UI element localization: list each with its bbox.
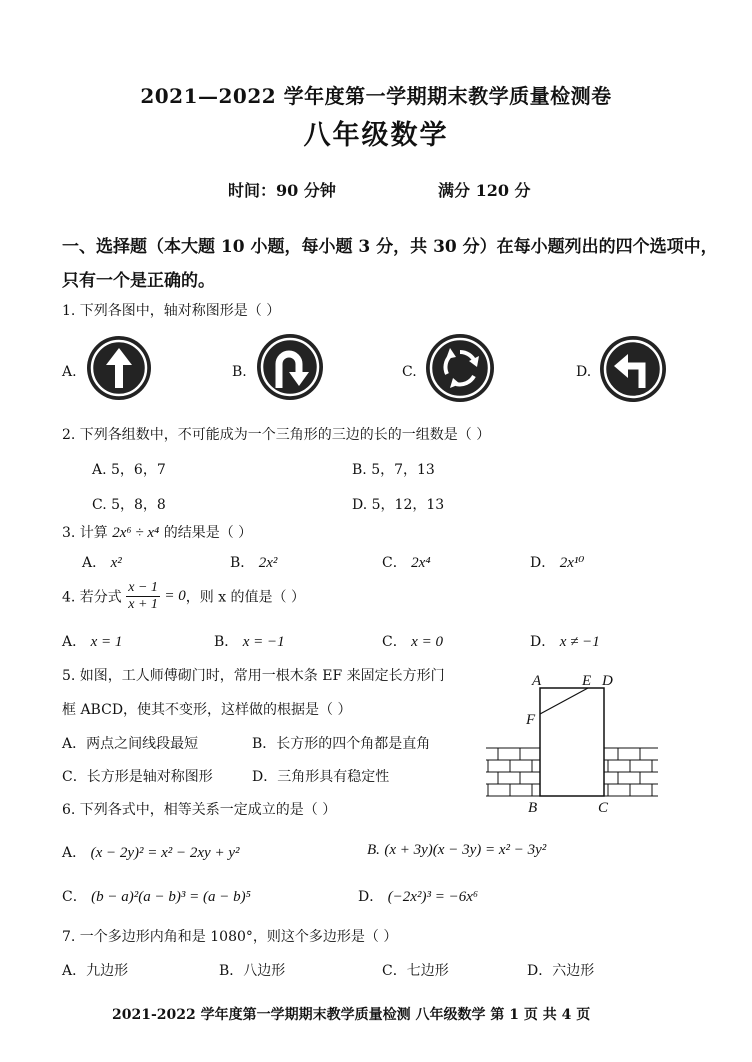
exam-score: 满分 120 分	[438, 181, 531, 200]
q4-option-a: A． x = 1	[62, 634, 123, 650]
q3-option-a: A． x²	[82, 555, 122, 571]
straight-arrow-sign-icon	[87, 336, 151, 400]
q1-label-c: C.	[402, 364, 417, 380]
q5-stem-line1: 5. 如图，工人师傅砌门时，常用一根木条 EF 来固定长方形门	[62, 668, 445, 684]
exam-title: 2021—2022 学年度第一学期期末教学质量检测卷	[140, 84, 612, 108]
section-heading-line2: 只有一个是正确的。	[62, 271, 215, 291]
q5-stem-line2: 框 ABCD，使其不变形，这样做的根据是（ ）	[62, 702, 352, 718]
point-a-label: A	[532, 673, 542, 689]
u-turn-sign-icon	[257, 334, 323, 400]
q3-expression: 2x⁶ ÷ x⁴	[112, 525, 160, 541]
point-d-label: D	[602, 673, 613, 689]
q3-stem: 3. 计算 2x⁶ ÷ x⁴ 的结果是（ ）	[62, 525, 253, 541]
q7-option-d: D．六边形	[527, 963, 595, 979]
q1-label-a: A.	[62, 364, 77, 380]
point-f-label: F	[526, 712, 536, 728]
section-heading-line1: 一、选择题（本大题 10 小题，每小题 3 分，共 30 分）在每小题列出的四个选项中，	[62, 237, 718, 257]
q6-stem: 6. 下列各式中，相等关系一定成立的是（ ）	[62, 802, 337, 818]
q2-option-c: C. 5，8，8	[92, 497, 166, 513]
point-b-label: B	[528, 800, 538, 816]
q6-option-d: D． (−2x²)³ = −6x⁶	[358, 889, 479, 905]
q1-stem: 1. 下列各图中，轴对称图形是（ ）	[62, 303, 281, 319]
q1-label-d: D.	[576, 364, 592, 380]
q7-stem: 7. 一个多边形内角和是 1080°，则这个多边形是（ ）	[62, 929, 398, 945]
q4-fraction: $\frac{x - 1}{x + 1}$	[128, 580, 158, 612]
page-footer: 2021-2022 学年度第一学期期末教学质量检测 八年级数学 第 1 页 共 4 页	[112, 1007, 591, 1023]
q3-option-b: B． 2x²	[230, 555, 278, 571]
roundabout-sign-icon	[426, 334, 494, 402]
q5-option-a: A．两点之间线段最短	[62, 736, 199, 752]
subject-title: 八年级数学	[303, 120, 449, 151]
door-frame-figure	[484, 668, 660, 818]
point-c-label: C	[598, 800, 609, 816]
q7-option-a: A．九边形	[62, 963, 129, 979]
q4-option-c: C． x = 0	[382, 634, 443, 650]
point-e-label: E	[582, 673, 592, 689]
q6-option-c: C． (b − a)²(a − b)³ = (a − b)⁵	[62, 889, 251, 905]
q4-option-b: B． x = −1	[214, 634, 285, 650]
q4-option-d: D． x ≠ −1	[530, 634, 600, 650]
q6-option-b: B. (x + 3y)(x − 3y) = x² − 3y²	[367, 842, 547, 858]
q4-stem: 4. 若分式 $\frac{x - 1}{x + 1}$ = 0，则 x 的值是（ ）	[62, 580, 306, 612]
q5-option-d: D．三角形具有稳定性	[252, 769, 390, 785]
q2-stem: 2. 下列各组数中，不可能成为一个三角形的三边的长的一组数是（ ）	[62, 427, 491, 443]
q1-label-b: B.	[232, 364, 247, 380]
q7-option-c: C．七边形	[382, 963, 449, 979]
q5-option-b: B．长方形的四个角都是直角	[252, 736, 431, 752]
q2-option-a: A. 5，6，7	[92, 462, 166, 478]
q5-option-c: C．长方形是轴对称图形	[62, 769, 213, 785]
q3-option-d: D． 2x¹⁰	[530, 555, 585, 571]
q7-option-b: B．八边形	[219, 963, 286, 979]
q6-option-a: A． (x − 2y)² = x² − 2xy + y²	[62, 845, 240, 861]
q2-option-b: B. 5，7，13	[352, 462, 435, 478]
q2-option-d: D. 5，12，13	[352, 497, 445, 513]
exam-time: 时间：90 分钟	[228, 181, 336, 200]
q3-option-c: C． 2x⁴	[382, 555, 431, 571]
left-turn-sign-icon	[600, 336, 666, 402]
